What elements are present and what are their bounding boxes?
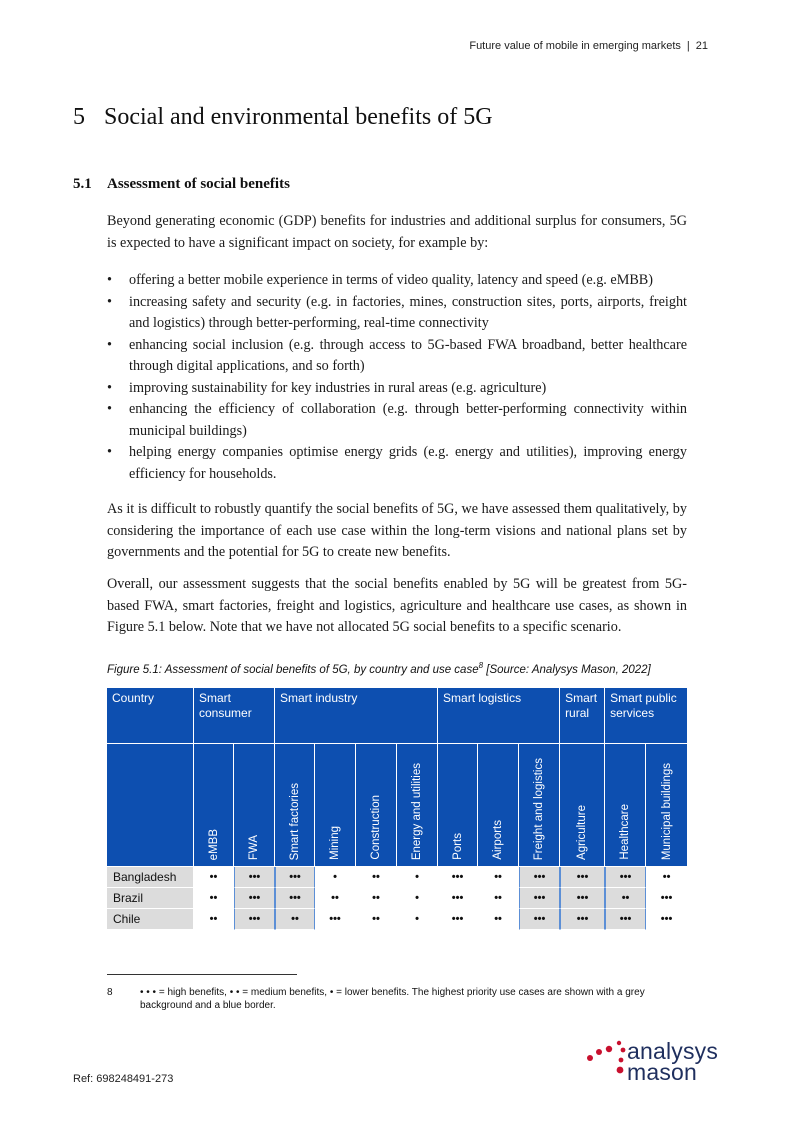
country-cell: Chile (107, 909, 194, 930)
rating-cell: ••• (438, 867, 478, 888)
rating-cell: •• (315, 888, 356, 909)
rating-cell: ••• (646, 909, 688, 930)
rating-cell: •• (646, 867, 688, 888)
rating-cell: ••• (234, 867, 275, 888)
group-header-smart-rural: Smart rural (560, 688, 605, 744)
overall-paragraph: Overall, our assessment suggests that the social benefits enabled by 5G will be greatest from 5G-based FWA, smart factories, freight and logistics, agriculture and healthcare use cases, as shown in Figure 5.1 below. Note that we have not allocated 5G social benefits to a specific scenario. (107, 576, 687, 635)
group-header-smart-public-services: Smart public services (605, 688, 688, 744)
list-item: • enhancing social inclusion (e.g. through access to 5G-based FWA broadband, better healthcare through digital applications, and so forth) (107, 335, 687, 378)
footnote-divider (107, 974, 297, 975)
rating-cell: •• (194, 867, 234, 888)
rating-cell: ••• (234, 909, 275, 930)
list-item: • improving sustainability for key industries in rural areas (e.g. agriculture) (107, 378, 687, 400)
rating-cell: •• (478, 909, 519, 930)
figure-source: [Source: Analysys Mason, 2022] (483, 663, 651, 676)
rating-cell: ••• (315, 909, 356, 930)
social-benefits-table (107, 688, 688, 930)
running-header (469, 40, 708, 52)
rating-cell: ••• (605, 909, 646, 930)
list-item: • offering a better mobile experience in terms of video quality, latency and speed (e.g. eMBB) (107, 270, 687, 292)
column-header-fwa: FWA (234, 744, 275, 867)
group-header-smart-consumer: Smart consumer (194, 688, 275, 744)
table-row (107, 909, 688, 930)
country-subheader-blank (107, 744, 194, 867)
rating-cell: •• (356, 888, 397, 909)
rating-cell: • (397, 909, 438, 930)
footnote-number: 8 (107, 987, 113, 998)
rating-cell: ••• (560, 867, 605, 888)
logo-line-2: mason (627, 1059, 698, 1085)
logo-wordmark (627, 1038, 719, 1085)
section-title (73, 176, 290, 193)
rating-cell: ••• (560, 909, 605, 930)
section-title-text: Assessment of social benefits (107, 176, 290, 192)
table-row (107, 888, 688, 909)
rating-cell: ••• (438, 909, 478, 930)
country-cell: Bangladesh (107, 867, 194, 888)
column-header-airports: Airports (478, 744, 519, 867)
running-title: Future value of mobile in emerging markets (469, 40, 681, 52)
rating-cell: ••• (560, 888, 605, 909)
figure-caption (107, 661, 651, 676)
rating-cell: ••• (605, 867, 646, 888)
list-item: • enhancing the efficiency of collaboration (e.g. through better-performing connectivity within municipal buildings) (107, 399, 687, 442)
header-separator: | (686, 40, 690, 52)
rating-cell: ••• (519, 888, 560, 909)
column-header-mining: Mining (315, 744, 356, 867)
footnote (107, 986, 687, 1012)
rating-cell: ••• (234, 888, 275, 909)
table-row (107, 867, 688, 888)
rating-cell: •• (605, 888, 646, 909)
figure-caption-text: Figure 5.1: Assessment of social benefits of 5G, by country and use case (107, 663, 479, 676)
rating-cell: •• (194, 909, 234, 930)
analysys-mason-logo (583, 1035, 733, 1090)
footnote-ref: 8 (478, 661, 484, 670)
rating-cell: ••• (275, 867, 315, 888)
column-header-construction: Construction (356, 744, 397, 867)
group-header-smart-industry: Smart industry (275, 688, 438, 744)
assessment-paragraph: As it is difficult to robustly quantify the social benefits of 5G, we have assessed them qualitatively, by considering the importance of each use case within the long-term visions and national plans set by governments and the potential for 5G to create new benefits. (107, 501, 687, 560)
section-number: 5.1 (73, 176, 92, 192)
rating-cell: ••• (438, 888, 478, 909)
column-header-freight-logistics: Freight and logistics (519, 744, 560, 867)
logo-dots-icon (583, 1037, 627, 1081)
rating-cell: •• (275, 909, 315, 930)
document-reference: Ref: 698248491-273 (73, 1073, 174, 1085)
column-header-energy-utilities: Energy and utilities (397, 744, 438, 867)
list-item: • helping energy companies optimise energy grids (e.g. energy and utilities), improving energy efficiency for households. (107, 442, 687, 485)
rating-cell: • (315, 867, 356, 888)
rating-cell: •• (356, 867, 397, 888)
rating-cell: •• (356, 909, 397, 930)
rating-cell: •• (194, 888, 234, 909)
intro-paragraph: Beyond generating economic (GDP) benefits for industries and additional surplus for consumers, 5G is expected to have a significant impact on society, for example by: (107, 213, 687, 251)
rating-cell: ••• (275, 888, 315, 909)
rating-cell: •• (478, 867, 519, 888)
chapter-title (73, 104, 493, 131)
column-header-ports: Ports (438, 744, 478, 867)
column-header-agriculture: Agriculture (560, 744, 605, 867)
rating-cell: •• (478, 888, 519, 909)
footnote-text: • • • = high benefits, • • = medium benefits, • = lower benefits. The highest priority use cases are shown with a grey background and a blue border. (140, 987, 645, 1011)
country-cell: Brazil (107, 888, 194, 909)
rating-cell: • (397, 867, 438, 888)
column-header-embb: eMBB (194, 744, 234, 867)
list-item: • increasing safety and security (e.g. in factories, mines, construction sites, ports, airports, freight and logistics) through better-performing, real-time connectivity (107, 292, 687, 335)
column-header-healthcare: Healthcare (605, 744, 646, 867)
rating-cell: • (397, 888, 438, 909)
benefits-list (107, 270, 687, 485)
country-header: Country (107, 688, 194, 744)
rating-cell: ••• (646, 888, 688, 909)
column-header-smart-factories: Smart factories (275, 744, 315, 867)
page-number: 21 (695, 40, 708, 52)
chapter-title-text: Social and environmental benefits of 5G (104, 104, 493, 130)
group-header-smart-logistics: Smart logistics (438, 688, 560, 744)
logo-line-1: analysys (627, 1038, 719, 1064)
column-header-municipal-buildings: Municipal buildings (646, 744, 688, 867)
chapter-number: 5 (73, 104, 85, 130)
rating-cell: ••• (519, 867, 560, 888)
rating-cell: ••• (519, 909, 560, 930)
